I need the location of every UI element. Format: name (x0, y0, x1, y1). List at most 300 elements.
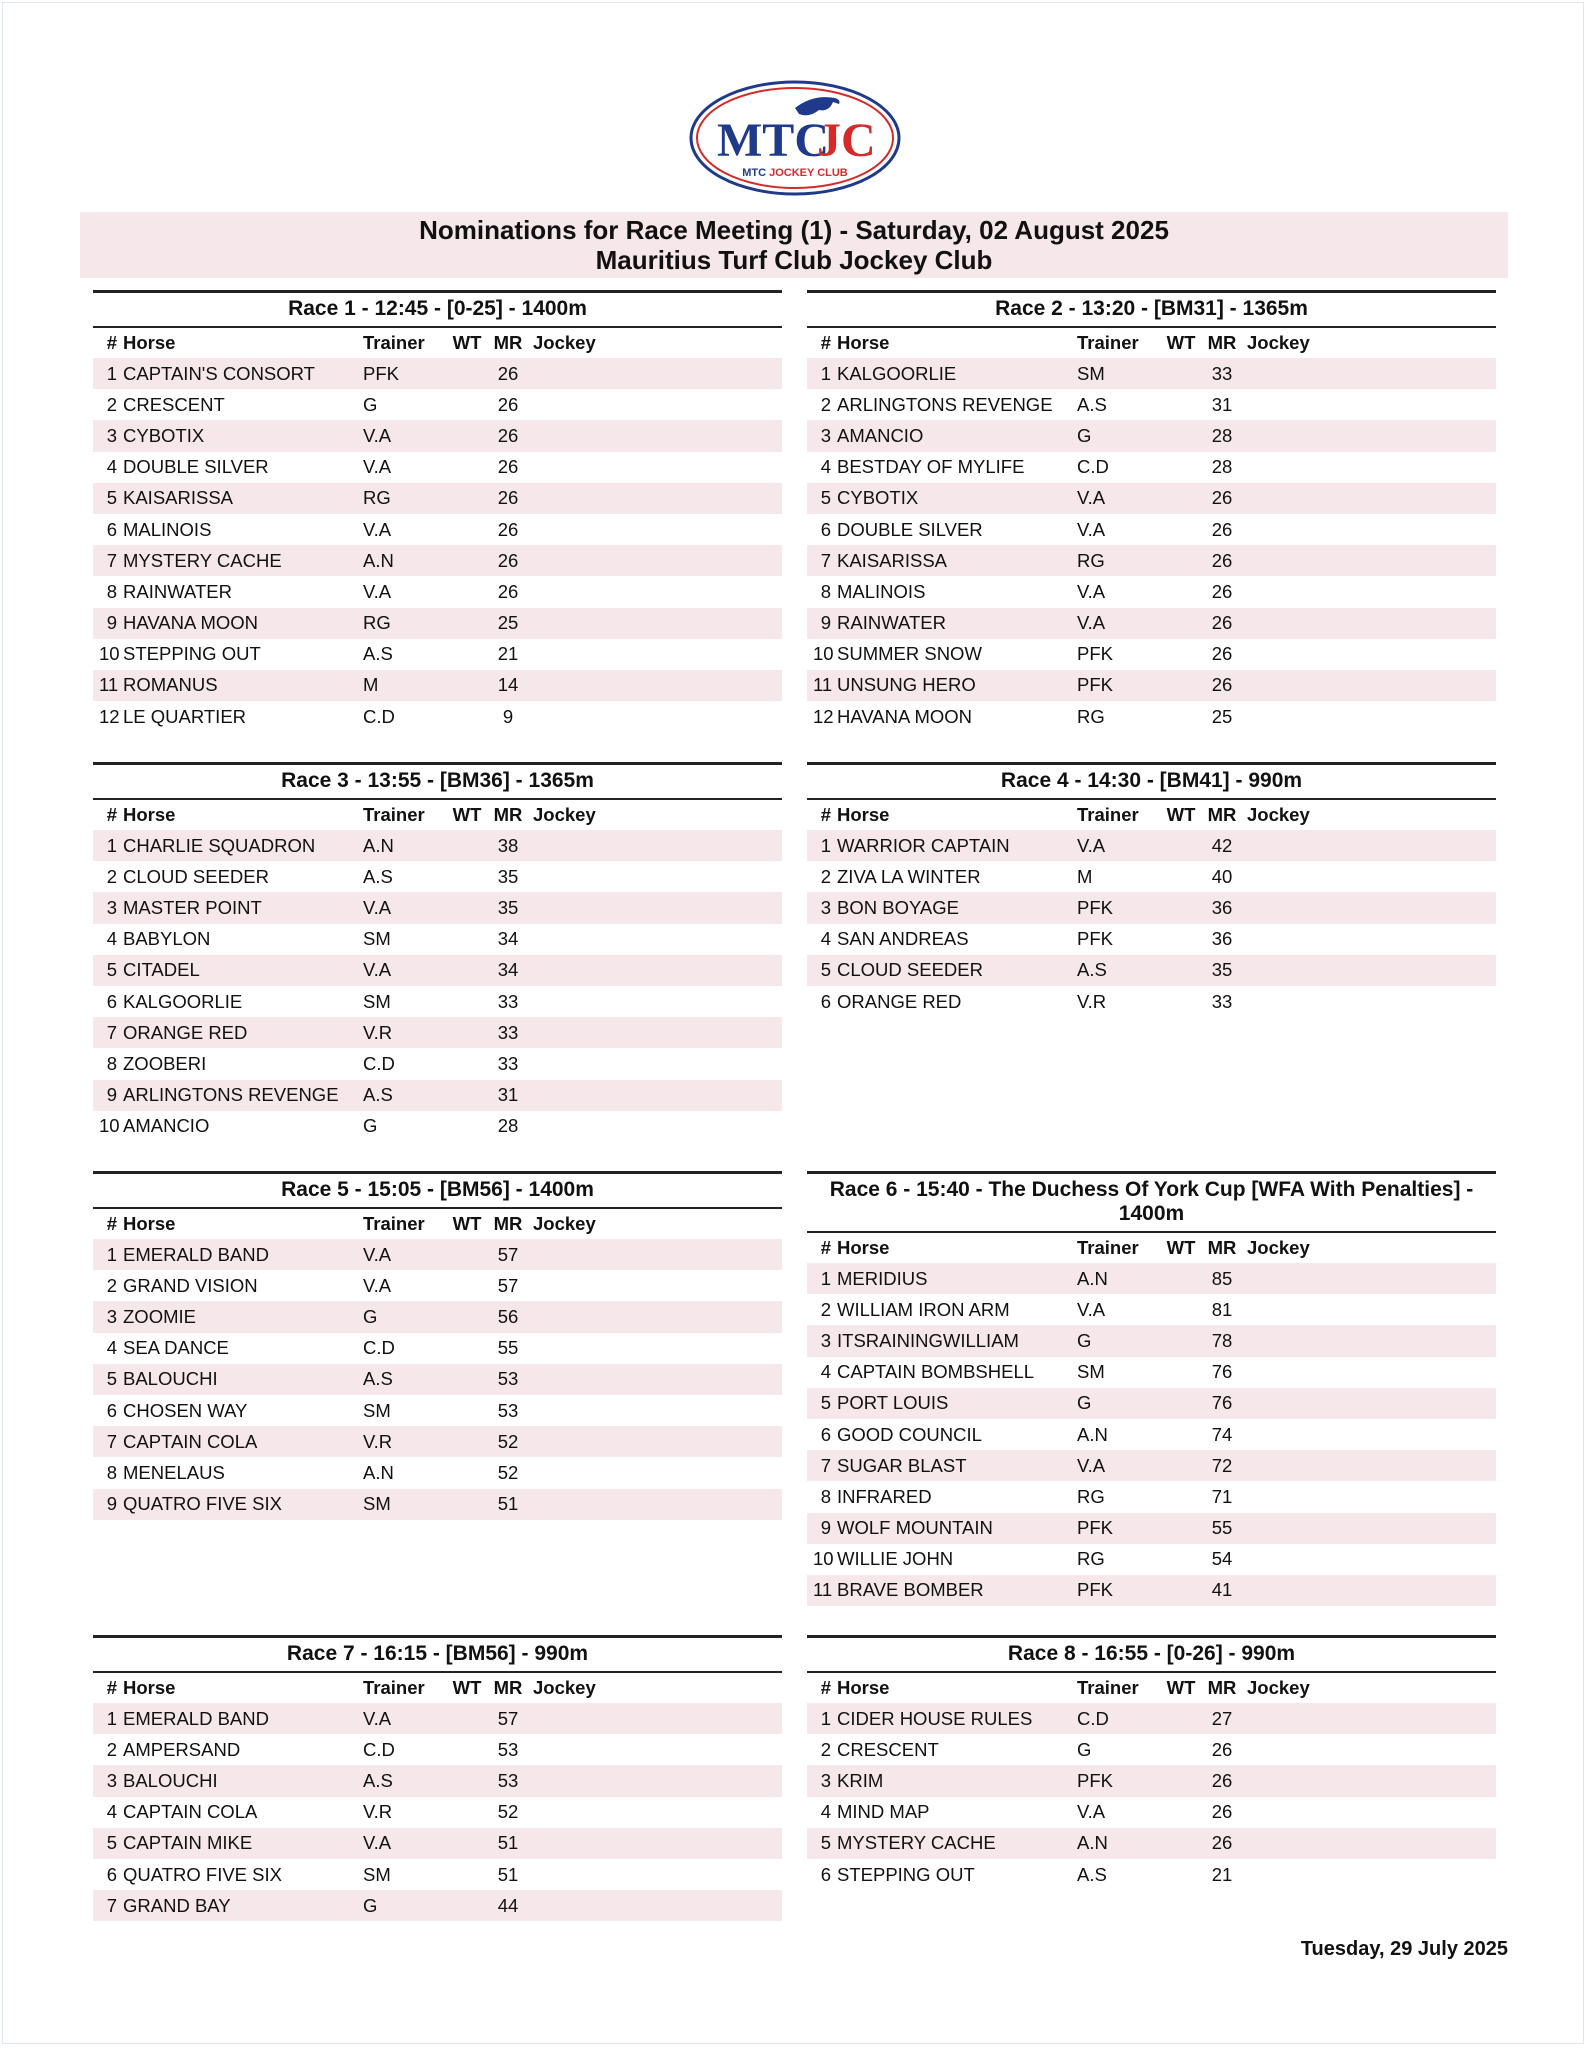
trainer: PFK (363, 362, 399, 384)
trainer: PFK (1077, 928, 1113, 950)
table-row (807, 483, 1496, 514)
column-header-trainer: Trainer (1077, 332, 1139, 353)
column-header-num: # (106, 1677, 117, 1698)
merit-rating: 55 (497, 1337, 519, 1359)
runner-number: 2 (820, 393, 831, 415)
runner-number: 3 (820, 424, 831, 446)
merit-rating: 56 (497, 1305, 519, 1327)
horse-name: STEPPING OUT (123, 643, 261, 665)
runner-number: 8 (106, 1052, 117, 1074)
merit-rating: 53 (497, 1368, 519, 1390)
column-header-horse: Horse (123, 804, 176, 825)
column-header-num: # (820, 1237, 831, 1258)
runner-number: 12 (99, 705, 120, 727)
table-row (807, 1797, 1496, 1828)
runner-number: 8 (820, 580, 831, 602)
horse-name: MALINOIS (837, 580, 926, 602)
runner-number: 5 (820, 1392, 831, 1414)
table-row (93, 1457, 782, 1488)
horse-name: STEPPING OUT (837, 1863, 975, 1885)
merit-rating: 34 (497, 959, 519, 981)
horse-name: ROMANUS (123, 674, 218, 696)
trainer: V.A (1077, 1801, 1106, 1823)
horse-name: CAPTAIN MIKE (123, 1832, 253, 1854)
table-row (93, 1270, 782, 1301)
horse-name: WILLIAM IRON ARM (837, 1298, 1010, 1320)
merit-rating: 51 (497, 1832, 519, 1854)
table-row (807, 955, 1496, 986)
horse-name: KAISARISSA (837, 549, 948, 571)
column-headers (93, 1673, 782, 1703)
trainer: C.D (1077, 1707, 1109, 1729)
column-header-horse: Horse (837, 332, 890, 353)
title-line-2: Mauritius Turf Club Jockey Club (595, 245, 993, 275)
table-row (93, 639, 782, 670)
runner-number: 2 (820, 865, 831, 887)
table-row (93, 1859, 782, 1890)
runner-number: 6 (820, 518, 831, 540)
horse-name: RAINWATER (123, 580, 232, 602)
horse-name: SAN ANDREAS (837, 928, 969, 950)
table-row (93, 1734, 782, 1765)
table-row (807, 986, 1496, 1017)
table-row (93, 1890, 782, 1921)
merit-rating: 26 (1211, 1832, 1233, 1854)
runner-number: 4 (106, 456, 117, 478)
race-table-8 (807, 1635, 1496, 1890)
merit-rating: 35 (1211, 959, 1233, 981)
merit-rating: 26 (1211, 674, 1233, 696)
merit-rating: 71 (1211, 1485, 1233, 1507)
merit-rating: 52 (497, 1430, 519, 1452)
table-row (93, 861, 782, 892)
merit-rating: 76 (1211, 1392, 1233, 1414)
merit-rating: 28 (1211, 456, 1233, 478)
table-row (807, 924, 1496, 955)
table-row (807, 830, 1496, 861)
merit-rating: 51 (497, 1863, 519, 1885)
merit-rating: 25 (497, 612, 519, 634)
svg-text:MTC JOCKEY CLUB: MTC JOCKEY CLUB (742, 167, 848, 179)
trainer: SM (363, 1399, 391, 1421)
table-row (807, 639, 1496, 670)
horse-name: BABYLON (123, 928, 211, 950)
merit-rating: 26 (1211, 580, 1233, 602)
column-header-jockey: Jockey (533, 1677, 596, 1698)
trainer: C.D (363, 705, 395, 727)
column-header-jockey: Jockey (533, 332, 596, 353)
table-row (93, 608, 782, 639)
horse-name: CRESCENT (123, 393, 225, 415)
trainer: RG (363, 487, 391, 509)
runner-number: 1 (106, 834, 117, 856)
trainer: V.A (363, 1243, 392, 1265)
race-rows (93, 358, 782, 732)
merit-rating: 40 (1211, 865, 1233, 887)
merit-rating: 38 (497, 834, 519, 856)
horse-name: AMPERSAND (123, 1738, 241, 1760)
horse-name: KALGOORLIE (837, 362, 957, 384)
trainer: SM (363, 990, 391, 1012)
race-table-4 (807, 762, 1496, 1017)
runner-number: 7 (106, 1021, 117, 1043)
runner-number: 7 (106, 549, 117, 571)
race-table-7 (93, 1635, 782, 1921)
runner-number: 1 (106, 1707, 117, 1729)
trainer: G (363, 393, 378, 415)
runner-number: 4 (106, 928, 117, 950)
merit-rating: 9 (502, 705, 514, 727)
runner-number: 6 (106, 1863, 117, 1885)
trainer: M (1077, 865, 1093, 887)
horse-name: CIDER HOUSE RULES (837, 1707, 1033, 1729)
table-row (93, 358, 782, 389)
title-line-1: Nominations for Race Meeting (1) - Saturday, 02 August 2025 (419, 215, 1169, 245)
runner-number: 3 (106, 896, 117, 918)
runner-number: 5 (820, 487, 831, 509)
horse-name: ARLINGTONS REVENGE (123, 1084, 339, 1106)
merit-rating: 53 (497, 1769, 519, 1791)
merit-rating: 78 (1211, 1329, 1233, 1351)
runner-number: 3 (106, 1305, 117, 1327)
runner-number: 8 (106, 1461, 117, 1483)
horse-name: QUATRO FIVE SIX (123, 1863, 282, 1885)
runner-number: 4 (106, 1801, 117, 1823)
horse-name: DOUBLE SILVER (837, 518, 983, 540)
trainer: G (363, 1305, 378, 1327)
table-row (807, 1575, 1496, 1606)
table-row (93, 514, 782, 545)
table-row (807, 1481, 1496, 1512)
table-row (93, 1395, 782, 1426)
race-rows (807, 830, 1496, 1017)
trainer: V.A (363, 518, 392, 540)
runner-number: 2 (820, 1738, 831, 1760)
horse-name: EMERALD BAND (123, 1243, 269, 1265)
merit-rating: 26 (1211, 487, 1233, 509)
table-row (807, 1294, 1496, 1325)
table-row (93, 955, 782, 986)
trainer: PFK (1077, 1517, 1113, 1539)
column-header-mr: MR (493, 1213, 523, 1234)
trainer: C.D (363, 1052, 395, 1074)
trainer: G (1077, 1329, 1092, 1351)
race-header: Race 2 - 13:20 - [BM31] - 1365m (807, 290, 1496, 328)
column-header-jockey: Jockey (1247, 1677, 1310, 1698)
column-header-mr: MR (493, 804, 523, 825)
table-row (93, 892, 782, 923)
column-headers (807, 328, 1496, 358)
table-row (807, 576, 1496, 607)
column-header-wt: WT (1166, 804, 1196, 825)
table-row (93, 483, 782, 514)
column-header-horse: Horse (123, 1677, 176, 1698)
column-headers (807, 800, 1496, 830)
footer-date: Tuesday, 29 July 2025 (1300, 1938, 1508, 1960)
table-row (93, 1301, 782, 1332)
column-headers (93, 328, 782, 358)
runner-number: 5 (106, 959, 117, 981)
column-header-wt: WT (452, 1677, 482, 1698)
merit-rating: 72 (1211, 1454, 1233, 1476)
horse-name: GRAND BAY (123, 1894, 231, 1916)
race-header: Race 3 - 13:55 - [BM36] - 1365m (93, 762, 782, 800)
column-header-wt: WT (1166, 332, 1196, 353)
column-header-horse: Horse (123, 332, 176, 353)
merit-rating: 26 (1211, 1738, 1233, 1760)
horse-name: GRAND VISION (123, 1274, 258, 1296)
horse-name: PORT LOUIS (837, 1392, 949, 1414)
horse-name: KALGOORLIE (123, 990, 243, 1012)
race-rows (807, 1703, 1496, 1890)
runner-number: 11 (813, 1579, 833, 1601)
table-row (93, 420, 782, 451)
horse-name: MYSTERY CACHE (123, 549, 282, 571)
merit-rating: 41 (1211, 1579, 1233, 1601)
race-table-1 (93, 290, 782, 732)
trainer: G (363, 1894, 378, 1916)
horse-name: RAINWATER (837, 612, 946, 634)
trainer: V.A (1077, 1454, 1106, 1476)
column-header-horse: Horse (837, 1677, 890, 1698)
trainer: RG (1077, 1485, 1105, 1507)
column-header-mr: MR (493, 1677, 523, 1698)
trainer: A.N (1077, 1423, 1108, 1445)
merit-rating: 26 (497, 393, 519, 415)
table-row (93, 1017, 782, 1048)
runner-number: 7 (820, 549, 831, 571)
table-row (807, 1828, 1496, 1859)
table-row (807, 1734, 1496, 1765)
merit-rating: 26 (497, 424, 519, 446)
merit-rating: 57 (497, 1274, 519, 1296)
table-row (807, 452, 1496, 483)
merit-rating: 44 (497, 1894, 519, 1916)
table-row (93, 1111, 782, 1142)
trainer: V.R (363, 1021, 393, 1043)
horse-name: LE QUARTIER (123, 705, 247, 727)
runner-number: 9 (820, 612, 831, 634)
horse-name: CRESCENT (837, 1738, 939, 1760)
trainer: A.N (363, 834, 394, 856)
merit-rating: 26 (1211, 518, 1233, 540)
column-header-wt: WT (452, 332, 482, 353)
runner-number: 10 (813, 643, 834, 665)
table-row (93, 545, 782, 576)
mtcjc-logo (687, 78, 903, 198)
horse-name: MASTER POINT (123, 896, 262, 918)
race-table-2 (807, 290, 1496, 732)
column-header-wt: WT (1166, 1677, 1196, 1698)
runner-number: 5 (106, 1368, 117, 1390)
svg-text:JC: JC (817, 114, 876, 167)
race-rows (93, 1703, 782, 1921)
horse-name: MENELAUS (123, 1461, 225, 1483)
trainer: C.D (363, 1738, 395, 1760)
column-header-trainer: Trainer (1077, 804, 1139, 825)
horse-name: AMANCIO (123, 1115, 210, 1137)
table-row (807, 670, 1496, 701)
trainer: SM (363, 928, 391, 950)
horse-name: ARLINGTONS REVENGE (837, 393, 1053, 415)
column-header-trainer: Trainer (363, 804, 425, 825)
horse-name: INFRARED (837, 1485, 932, 1507)
trainer: A.N (363, 1461, 394, 1483)
table-row (807, 358, 1496, 389)
trainer: V.R (1077, 990, 1107, 1012)
column-header-trainer: Trainer (1077, 1237, 1139, 1258)
column-header-jockey: Jockey (533, 1213, 596, 1234)
horse-name: SUMMER SNOW (837, 643, 982, 665)
horse-name: AMANCIO (837, 424, 924, 446)
horse-name: BRAVE BOMBER (837, 1579, 984, 1601)
table-row (807, 701, 1496, 732)
table-row (807, 420, 1496, 451)
merit-rating: 54 (1211, 1548, 1233, 1570)
column-header-num: # (106, 332, 117, 353)
merit-rating: 85 (1211, 1267, 1233, 1289)
runner-number: 5 (820, 959, 831, 981)
trainer: V.A (1077, 487, 1106, 509)
column-header-horse: Horse (837, 804, 890, 825)
trainer: A.N (1077, 1267, 1108, 1289)
trainer: V.R (363, 1430, 393, 1452)
merit-rating: 21 (497, 643, 519, 665)
merit-rating: 33 (497, 1052, 519, 1074)
runner-number: 8 (106, 580, 117, 602)
runner-number: 2 (106, 865, 117, 887)
column-header-num: # (106, 1213, 117, 1234)
horse-name: CAPTAIN COLA (123, 1430, 258, 1452)
runner-number: 7 (106, 1430, 117, 1452)
horse-name: ZIVA LA WINTER (837, 865, 981, 887)
runner-number: 2 (820, 1298, 831, 1320)
horse-name: KRIM (837, 1769, 884, 1791)
runner-number: 9 (106, 1084, 117, 1106)
table-row (93, 1703, 782, 1734)
trainer: V.A (363, 456, 392, 478)
merit-rating: 27 (1211, 1707, 1233, 1729)
race-header: Race 6 - 15:40 - The Duchess Of York Cup [WFA With Penalties] - 1400m (807, 1171, 1496, 1233)
runner-number: 1 (106, 362, 117, 384)
runner-number: 4 (106, 1337, 117, 1359)
merit-rating: 26 (1211, 1801, 1233, 1823)
runner-number: 4 (820, 456, 831, 478)
horse-name: ZOOMIE (123, 1305, 196, 1327)
runner-number: 6 (106, 1399, 117, 1421)
runner-number: 10 (813, 1548, 834, 1570)
trainer: A.S (363, 1084, 393, 1106)
horse-name: GOOD COUNCIL (837, 1423, 982, 1445)
race-header: Race 7 - 16:15 - [BM56] - 990m (93, 1635, 782, 1673)
runner-number: 9 (106, 1493, 117, 1515)
runner-number: 6 (820, 990, 831, 1012)
trainer: SM (1077, 362, 1105, 384)
horse-name: EMERALD BAND (123, 1707, 269, 1729)
trainer: PFK (1077, 1769, 1113, 1791)
trainer: PFK (1077, 896, 1113, 918)
merit-rating: 57 (497, 1243, 519, 1265)
race-rows (93, 830, 782, 1142)
race-rows (93, 1239, 782, 1520)
horse-name: CLOUD SEEDER (837, 959, 983, 981)
horse-name: ORANGE RED (123, 1021, 248, 1043)
runner-number: 8 (820, 1485, 831, 1507)
column-header-trainer: Trainer (363, 1677, 425, 1698)
runner-number: 4 (820, 928, 831, 950)
merit-rating: 21 (1211, 1863, 1233, 1885)
runner-number: 12 (813, 705, 834, 727)
column-header-num: # (106, 804, 117, 825)
table-row (807, 514, 1496, 545)
table-row (93, 1489, 782, 1520)
trainer: V.A (1077, 580, 1106, 602)
horse-name: ITSRAININGWILLIAM (837, 1329, 1019, 1351)
table-row (93, 830, 782, 861)
runner-number: 2 (106, 1738, 117, 1760)
trainer: A.S (363, 1368, 393, 1390)
horse-name: WARRIOR CAPTAIN (837, 834, 1010, 856)
merit-rating: 26 (1211, 549, 1233, 571)
trainer: A.N (1077, 1832, 1108, 1854)
table-row (807, 1450, 1496, 1481)
column-headers (93, 1209, 782, 1239)
column-header-mr: MR (1207, 332, 1237, 353)
runner-number: 10 (99, 1115, 120, 1137)
table-row (807, 1513, 1496, 1544)
table-row (807, 861, 1496, 892)
runner-number: 1 (820, 1707, 831, 1729)
table-row (93, 670, 782, 701)
trainer: SM (363, 1863, 391, 1885)
table-row (93, 1333, 782, 1364)
table-row (93, 1364, 782, 1395)
merit-rating: 33 (1211, 362, 1233, 384)
horse-name: MERIDIUS (837, 1267, 928, 1289)
race-table-6 (807, 1171, 1496, 1606)
runner-number: 3 (106, 424, 117, 446)
runner-number: 1 (820, 1267, 831, 1289)
table-row (93, 1797, 782, 1828)
horse-name: MYSTERY CACHE (837, 1832, 996, 1854)
runner-number: 2 (106, 1274, 117, 1296)
document-title (80, 212, 1508, 278)
race-header: Race 8 - 16:55 - [0-26] - 990m (807, 1635, 1496, 1673)
trainer: A.N (363, 549, 394, 571)
trainer: A.S (363, 1769, 393, 1791)
merit-rating: 14 (497, 674, 519, 696)
svg-text:MTC: MTC (717, 114, 829, 167)
runner-number: 5 (820, 1832, 831, 1854)
trainer: PFK (1077, 674, 1113, 696)
trainer: V.A (1077, 518, 1106, 540)
table-row (93, 986, 782, 1017)
table-row (93, 576, 782, 607)
table-row (93, 1765, 782, 1796)
table-row (807, 1263, 1496, 1294)
merit-rating: 28 (1211, 424, 1233, 446)
merit-rating: 57 (497, 1707, 519, 1729)
merit-rating: 26 (497, 487, 519, 509)
trainer: RG (1077, 549, 1105, 571)
table-row (93, 452, 782, 483)
horse-name: CAPTAIN'S CONSORT (123, 362, 315, 384)
column-header-trainer: Trainer (363, 1213, 425, 1234)
trainer: V.A (363, 580, 392, 602)
column-headers (807, 1233, 1496, 1263)
column-header-horse: Horse (837, 1237, 890, 1258)
horse-name: CLOUD SEEDER (123, 865, 269, 887)
